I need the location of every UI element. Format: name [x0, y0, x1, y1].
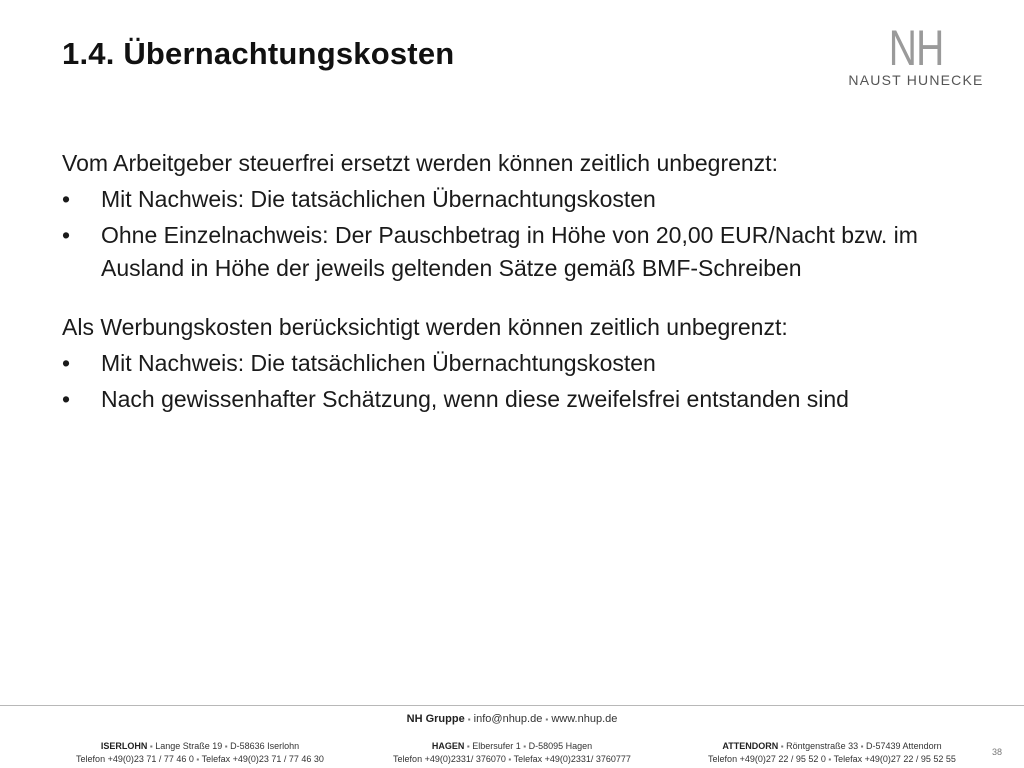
office-phone: Telefon +49(0)23 71 / 77 46 0 — [76, 754, 194, 764]
footer-separator: ▪ — [466, 742, 470, 751]
bullet-icon: • — [62, 350, 71, 376]
list-item-text: Nach gewissenhafter Schätzung, wenn diese zweifelsfrei entstanden sind — [101, 386, 849, 412]
office-address: Röntgenstraße 33 — [786, 741, 859, 751]
list-item — [62, 183, 962, 216]
footer-separator: ▪ — [224, 742, 228, 751]
office-address: Elbersufer 1 — [472, 741, 521, 751]
footer-divider — [0, 705, 1024, 706]
footer-separator: ▪ — [545, 715, 549, 724]
footer-separator: ▪ — [860, 742, 864, 751]
bullet-icon: • — [62, 186, 71, 212]
office-city: ISERLOHN — [100, 741, 148, 751]
office-city: ATTENDORN — [722, 741, 779, 751]
list-item-text: Ohne Einzelnachweis: Der Pauschbetrag in Höhe von 20,00 EUR/Nacht bzw. im Ausland in Höhe der jeweils geltenden Sätze gemäß BMF-Schreiben — [101, 222, 918, 281]
section2-bullet-list — [62, 347, 962, 416]
bullet-icon: • — [62, 222, 71, 248]
list-item — [62, 219, 962, 285]
office-fax: Telefax +49(0)23 71 / 77 46 30 — [201, 754, 324, 764]
office-phone: Telefon +49(0)27 22 / 95 52 0 — [708, 754, 826, 764]
footer-email[interactable]: info@nhup.de — [473, 713, 543, 725]
footer-contact — [0, 713, 1024, 725]
office-phone: Telefon +49(0)2331/ 376070 — [393, 754, 506, 764]
office-hagen — [352, 740, 672, 766]
slide-title: 1.4. Übernachtungskosten — [62, 36, 455, 71]
office-postal: D-57439 Attendorn — [866, 741, 942, 751]
logo-mark: NH — [888, 20, 944, 76]
office-iserlohn — [40, 740, 360, 766]
list-item — [62, 347, 962, 380]
section2-intro: Als Werbungskosten berücksichtigt werden können zeitlich unbegrenzt: — [62, 314, 788, 340]
footer-separator: ▪ — [149, 742, 153, 751]
office-postal: D-58636 Iserlohn — [230, 741, 300, 751]
office-attendorn — [672, 740, 992, 766]
logo-company-name: NAUST HUNECKE — [848, 72, 984, 88]
office-address: Lange Straße 19 — [155, 741, 223, 751]
list-item-text: Mit Nachweis: Die tatsächlichen Übernachtungskosten — [101, 186, 656, 212]
footer-separator: ▪ — [523, 742, 527, 751]
company-logo — [836, 20, 996, 88]
office-fax: Telefax +49(0)2331/ 3760777 — [513, 754, 631, 764]
footer-separator: ▪ — [780, 742, 784, 751]
footer-website[interactable]: www.nhup.de — [551, 713, 618, 725]
list-item-text: Mit Nachweis: Die tatsächlichen Übernachtungskosten — [101, 350, 656, 376]
office-fax: Telefax +49(0)27 22 / 95 52 55 — [833, 754, 956, 764]
section1-bullet-list — [62, 183, 962, 285]
footer-group-name: NH Gruppe — [406, 713, 465, 725]
bullet-icon: • — [62, 386, 71, 412]
section1-intro: Vom Arbeitgeber steuerfrei ersetzt werden können zeitlich unbegrenzt: — [62, 150, 778, 176]
list-item — [62, 383, 962, 416]
footer-separator: ▪ — [467, 715, 471, 724]
footer-separator: ▪ — [828, 755, 832, 764]
office-postal: D-58095 Hagen — [528, 741, 593, 751]
slide-content — [62, 147, 962, 416]
office-city: HAGEN — [431, 741, 465, 751]
footer-separator: ▪ — [508, 755, 512, 764]
footer-separator: ▪ — [196, 755, 200, 764]
page-number: 38 — [991, 747, 1002, 757]
